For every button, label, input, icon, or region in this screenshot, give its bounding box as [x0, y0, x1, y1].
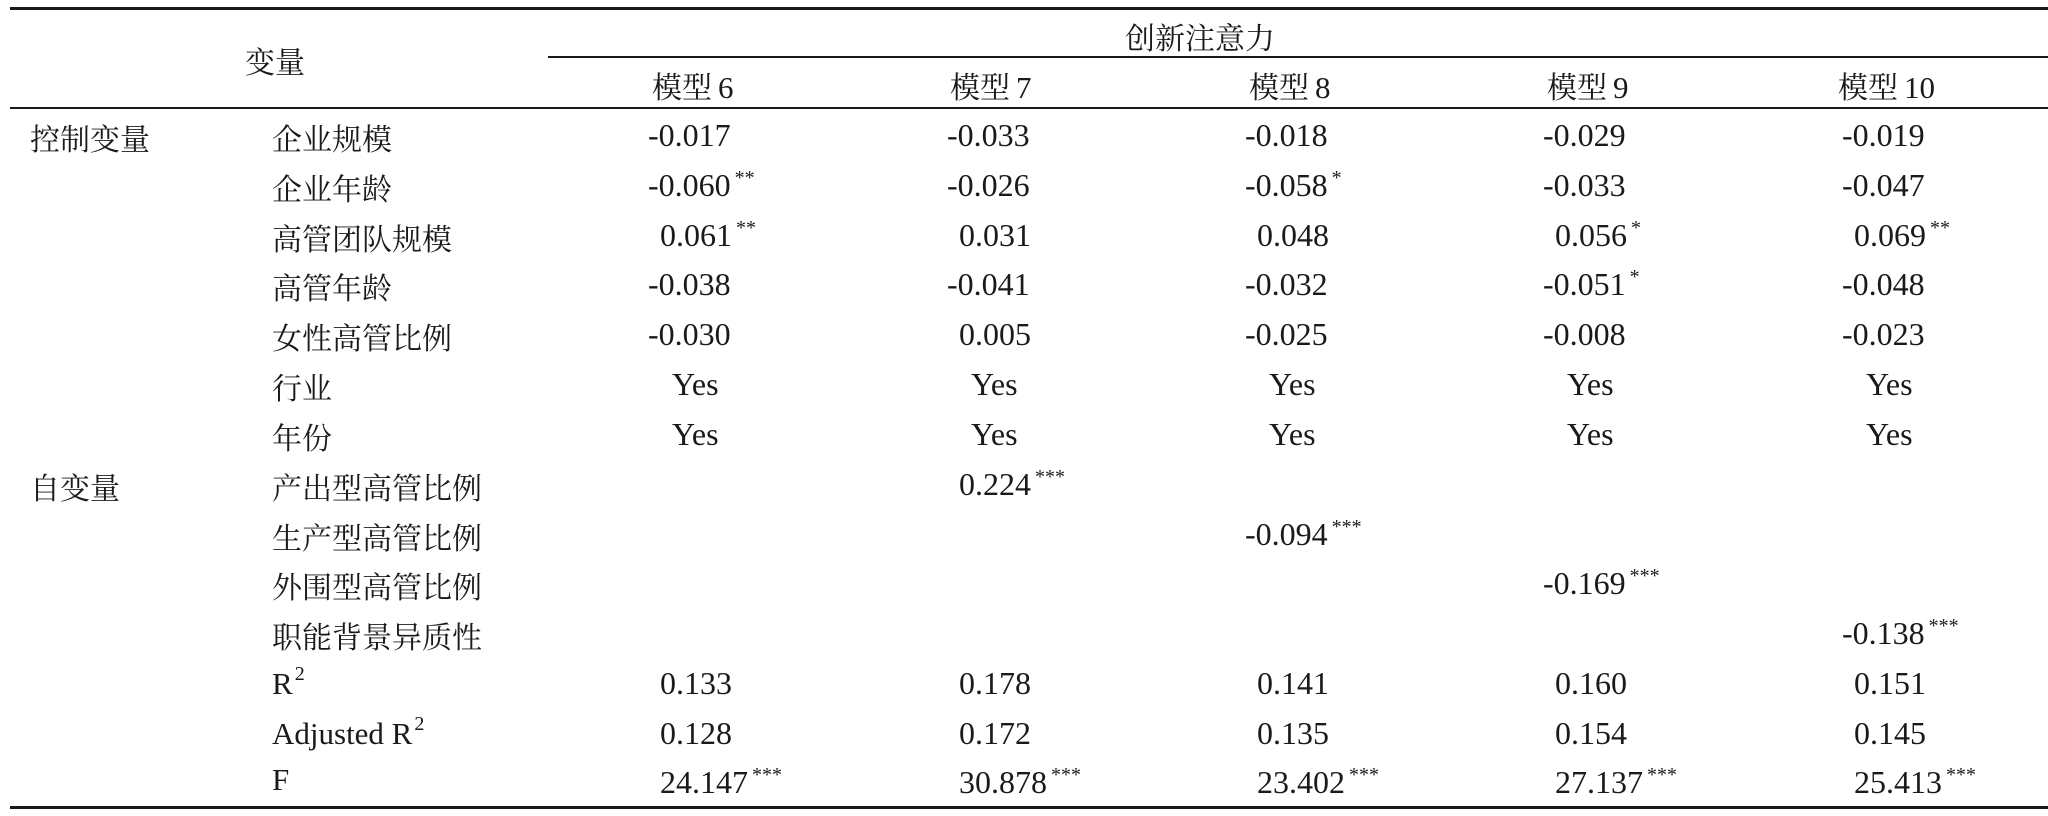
coefficient: 0.048 — [1257, 217, 1329, 253]
value-cell — [660, 665, 736, 702]
value-cell — [1245, 615, 1249, 652]
coefficient: -0.060 — [648, 167, 731, 203]
significance-stars: *** — [1629, 565, 1660, 587]
coefficient: -0.029 — [1543, 117, 1626, 153]
value-cell — [1555, 715, 1631, 752]
variable-text: 高管年龄 — [272, 272, 392, 307]
value-cell — [971, 366, 1022, 403]
coefficient: -0.032 — [1245, 266, 1328, 302]
variable-label — [272, 264, 392, 308]
significance-stars: * — [1629, 266, 1640, 288]
variable-text: 职能背景异质性 — [272, 621, 482, 656]
value-cell — [1866, 416, 1917, 453]
coefficient: Yes — [1866, 416, 1913, 452]
value-cell — [947, 565, 951, 602]
coefficient: 0.178 — [959, 665, 1031, 701]
value-cell — [1543, 466, 1547, 503]
value-cell — [648, 615, 652, 652]
value-cell — [1567, 416, 1618, 453]
value-cell — [1269, 416, 1320, 453]
value-cell — [1842, 167, 1929, 204]
variable-label — [272, 514, 482, 558]
value-cell — [1245, 466, 1249, 503]
coefficient: -0.033 — [947, 117, 1030, 153]
value-cell — [1245, 117, 1332, 154]
value-cell — [1245, 167, 1342, 204]
value-cell — [1543, 565, 1660, 602]
coefficient: 0.224 — [959, 466, 1031, 502]
table-row — [0, 514, 2048, 564]
model-header-8: 模型 8 — [1249, 70, 1331, 106]
coefficient: -0.025 — [1245, 316, 1328, 352]
value-cell — [648, 167, 755, 204]
value-cell — [648, 117, 735, 154]
top-rule — [10, 7, 2048, 10]
value-cell — [1854, 217, 1950, 254]
coefficient: 0.056 — [1555, 217, 1627, 253]
value-cell — [1555, 764, 1677, 801]
value-cell — [1257, 665, 1333, 702]
value-cell — [1543, 615, 1547, 652]
value-cell — [947, 167, 1034, 204]
significance-stars: *** — [1946, 764, 1976, 786]
coefficient: Yes — [1269, 416, 1316, 452]
table-row — [0, 215, 2048, 265]
value-cell — [1842, 565, 1846, 602]
coefficient: 0.133 — [660, 665, 732, 701]
coefficient: -0.023 — [1842, 316, 1925, 352]
value-cell — [959, 316, 1035, 353]
value-cell — [660, 217, 756, 254]
coefficient: -0.051 — [1543, 266, 1626, 302]
value-cell — [648, 516, 652, 553]
coefficient: -0.026 — [947, 167, 1030, 203]
coefficient: -0.038 — [648, 266, 731, 302]
superscript: 2 — [414, 713, 425, 735]
variable-label — [272, 663, 305, 702]
variable-label — [272, 613, 482, 657]
value-cell — [959, 665, 1035, 702]
variable-text: 生产型高管比例 — [272, 522, 482, 557]
value-cell — [1269, 366, 1320, 403]
significance-stars: *** — [1928, 615, 1959, 637]
coefficient: 0.141 — [1257, 665, 1329, 701]
value-cell — [1842, 266, 1929, 303]
variable-text: 外围型高管比例 — [272, 571, 482, 606]
table-row — [0, 414, 2048, 464]
value-cell — [660, 715, 736, 752]
coefficient: 0.160 — [1555, 665, 1627, 701]
value-cell — [1842, 316, 1929, 353]
table-row — [0, 464, 2048, 514]
variable-text: 产出型高管比例 — [272, 472, 482, 507]
significance-stars: *** — [1035, 466, 1065, 488]
table-row — [0, 762, 2048, 812]
significance-stars: ** — [1930, 217, 1950, 239]
coefficient: -0.169 — [1543, 565, 1626, 601]
significance-stars: ** — [736, 217, 756, 239]
value-cell — [959, 715, 1035, 752]
significance-stars: *** — [1647, 764, 1677, 786]
coefficient: -0.047 — [1842, 167, 1925, 203]
model-header-9: 模型 9 — [1547, 70, 1629, 106]
value-cell — [1854, 665, 1930, 702]
coefficient: Yes — [971, 366, 1018, 402]
variable-text: Adjusted R — [272, 716, 413, 751]
table-row — [0, 713, 2048, 763]
coefficient: 0.154 — [1555, 715, 1627, 751]
significance-stars: *** — [1331, 516, 1362, 538]
coefficient: 0.128 — [660, 715, 732, 751]
value-cell — [1567, 366, 1618, 403]
value-cell — [1842, 117, 1929, 154]
value-cell — [947, 615, 951, 652]
value-cell — [1245, 266, 1332, 303]
value-cell — [1257, 764, 1379, 801]
model-header-10: 模型 10 — [1838, 70, 1935, 106]
value-cell — [971, 416, 1022, 453]
coefficient: 0.069 — [1854, 217, 1926, 253]
value-cell — [947, 117, 1034, 154]
value-cell — [959, 466, 1065, 503]
coefficient: 27.137 — [1555, 764, 1643, 800]
variable-text: R — [272, 666, 293, 701]
table-row — [0, 364, 2048, 414]
value-cell — [947, 516, 951, 553]
variable-text: 企业年龄 — [272, 173, 392, 208]
coefficient: Yes — [1269, 366, 1316, 402]
value-cell — [1854, 764, 1976, 801]
coefficient: -0.033 — [1543, 167, 1626, 203]
variable-label — [272, 464, 482, 508]
value-cell — [1854, 715, 1930, 752]
coefficient: -0.030 — [648, 316, 731, 352]
significance-stars: * — [1631, 217, 1641, 239]
value-cell — [1543, 167, 1630, 204]
value-cell — [648, 466, 652, 503]
variable-label — [272, 314, 452, 358]
value-cell — [1257, 715, 1333, 752]
value-cell — [1842, 516, 1846, 553]
value-cell — [672, 416, 723, 453]
coefficient: -0.094 — [1245, 516, 1328, 552]
significance-stars: *** — [1051, 764, 1081, 786]
group-header: 创新注意力 — [1125, 22, 1275, 57]
category-label: 控制变量 — [30, 123, 150, 158]
coefficient: 0.135 — [1257, 715, 1329, 751]
coefficient: 24.147 — [660, 764, 748, 800]
value-cell — [1555, 217, 1641, 254]
value-cell — [1543, 266, 1640, 303]
value-cell — [672, 366, 723, 403]
coefficient: Yes — [1866, 366, 1913, 402]
value-cell — [648, 565, 652, 602]
coefficient: Yes — [1567, 366, 1614, 402]
category-label: 自变量 — [30, 472, 120, 507]
value-cell — [1555, 665, 1631, 702]
value-cell — [660, 764, 782, 801]
value-cell — [648, 316, 735, 353]
variable-text: 高管团队规模 — [272, 223, 452, 258]
variable-text: 女性高管比例 — [272, 322, 452, 357]
coefficient: 30.878 — [959, 764, 1047, 800]
coefficient: Yes — [1567, 416, 1614, 452]
table-row — [0, 115, 2048, 165]
coefficient: 0.172 — [959, 715, 1031, 751]
coefficient: -0.041 — [947, 266, 1030, 302]
variable-label — [272, 713, 424, 752]
coefficient: Yes — [672, 416, 719, 452]
value-cell — [1543, 117, 1630, 154]
table-row — [0, 264, 2048, 314]
model-header-7: 模型 7 — [950, 70, 1032, 106]
header-rule — [10, 107, 2048, 109]
table-row — [0, 165, 2048, 215]
variable-label — [272, 115, 392, 159]
value-cell — [648, 266, 735, 303]
table-row — [0, 563, 2048, 613]
coefficient: Yes — [971, 416, 1018, 452]
value-cell — [1842, 615, 1959, 652]
group-underline — [548, 56, 2048, 58]
variable-text: 年份 — [272, 422, 332, 457]
significance-stars: * — [1331, 167, 1342, 189]
coefficient: -0.018 — [1245, 117, 1328, 153]
variable-text: 行业 — [272, 372, 332, 407]
value-cell — [1245, 316, 1332, 353]
value-cell — [947, 266, 1034, 303]
coefficient: 0.005 — [959, 316, 1031, 352]
coefficient: -0.138 — [1842, 615, 1925, 651]
coefficient: -0.008 — [1543, 316, 1626, 352]
variable-text: F — [272, 762, 290, 797]
coefficient: 23.402 — [1257, 764, 1345, 800]
variable-label — [272, 762, 289, 798]
coefficient: Yes — [672, 366, 719, 402]
table-row — [0, 663, 2048, 713]
variable-text: 企业规模 — [272, 123, 392, 158]
coefficient: 0.145 — [1854, 715, 1926, 751]
coefficient: 0.151 — [1854, 665, 1926, 701]
table-row — [0, 613, 2048, 663]
coefficient: -0.019 — [1842, 117, 1925, 153]
value-cell — [1543, 316, 1630, 353]
coefficient: 25.413 — [1854, 764, 1942, 800]
value-cell — [1866, 366, 1917, 403]
significance-stars: ** — [734, 167, 755, 189]
significance-stars: *** — [752, 764, 782, 786]
coefficient: 0.061 — [660, 217, 732, 253]
coefficient: 0.031 — [959, 217, 1031, 253]
superscript: 2 — [294, 663, 305, 685]
value-cell — [1842, 466, 1846, 503]
value-cell — [1543, 516, 1547, 553]
variable-label — [272, 364, 332, 408]
value-cell — [959, 217, 1035, 254]
variable-label — [272, 563, 482, 607]
coefficient: -0.058 — [1245, 167, 1328, 203]
variable-label — [272, 414, 332, 458]
value-cell — [1257, 217, 1333, 254]
coefficient: -0.017 — [648, 117, 731, 153]
model-header-6: 模型 6 — [652, 70, 734, 106]
value-cell — [1245, 565, 1249, 602]
table-row — [0, 314, 2048, 364]
value-cell — [959, 764, 1081, 801]
value-cell — [1245, 516, 1362, 553]
coefficient: -0.048 — [1842, 266, 1925, 302]
variable-label — [272, 165, 392, 209]
variable-label — [272, 215, 452, 259]
variable-header: 变量 — [245, 46, 305, 81]
significance-stars: *** — [1349, 764, 1379, 786]
